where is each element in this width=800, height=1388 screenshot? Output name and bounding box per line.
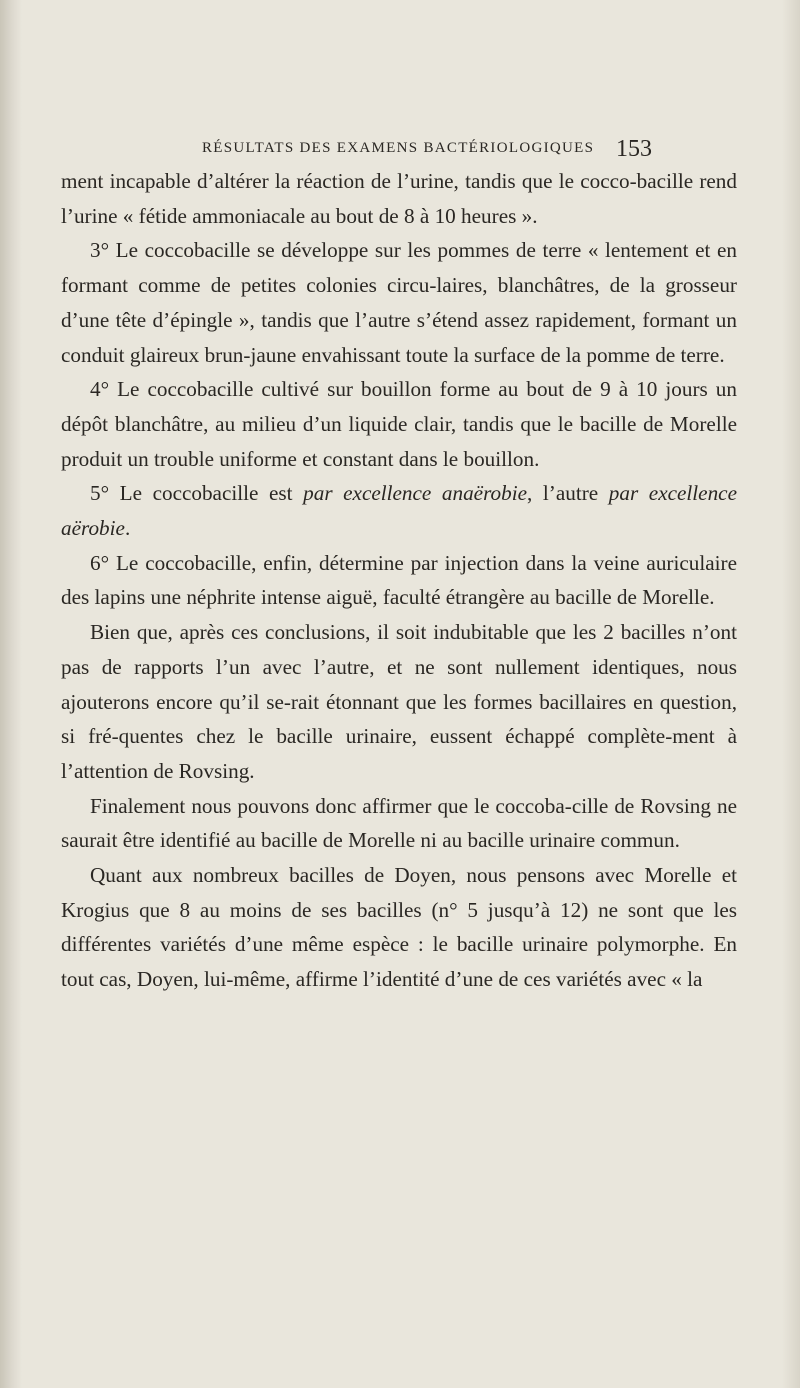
paragraph-point-5 [61, 476, 737, 545]
paragraph-point-4: 4° Le coccobacille cultivé sur bouillon forme au bout de 9 à 10 jours un dépôt blanchâtre, au milieu d’un liquide clair, tandis que le bacille de Morelle produit un trouble uniforme et constant dans le bouillon. [61, 377, 737, 471]
paragraph-point-3: 3° Le coccobacille se développe sur les pommes de terre « lentement et en formant comme de petites colonies circu-laires, blanchâtres, de la grosseur d’une tête d’épingle », tandis que l’autre s’étend assez rapidement, formant un conduit glaireux brun-jaune envahissant toute la surface de la pomme de terre. [61, 238, 737, 367]
emphasis-anaerobie: par excellence anaërobie [303, 481, 528, 506]
paragraph-quant-aux: Quant aux nombreux bacilles de Doyen, nous pensons avec Morelle et Krogius que 8 au moins de ses bacilles (n° 5 jusqu’à 12) ne sont que les différentes variétés d’une même espèce : le bacille urinaire polymorphe. En tout cas, Doyen, lui-même, affirme l’identité d’une de ces variétés avec « la [61, 863, 737, 992]
point-5-lead: 5° Le coccobacille est [90, 481, 304, 506]
page-header [150, 136, 650, 164]
page-edge-left [0, 0, 22, 1388]
running-head: RÉSULTATS DES EXAMENS BACTÉRIOLOGIQUES [202, 140, 595, 156]
paragraph-bien-que: Bien que, après ces conclusions, il soit indubitable que les 2 bacilles n’ont pas de rapports l’un avec l’autre, et ne sont nullement identiques, nous ajouterons encore qu’il se-rait étonnant que les formes bacillaires en question, si fré-quentes chez le bacille urinaire, eussent échappé complète-ment à l’attention de Rovsing. [61, 620, 737, 783]
body-text [61, 164, 737, 997]
page-number: 153 [616, 136, 652, 162]
paragraph-continuation: ment incapable d’altérer la réaction de l’urine, tandis que le cocco-bacille rend l’urine « fétide ammoniacale au bout de 8 à 10 heures ». [61, 169, 737, 228]
emphasis-aerobie: par excellence aërobie [61, 481, 737, 541]
paragraph-finalement: Finalement nous pouvons donc affirmer que le coccoba-cille de Rovsing ne saurait être identifié au bacille de Morelle ni au bacille urinaire commun. [61, 793, 737, 853]
page-edge-right [782, 0, 800, 1388]
point-5-middle: , l’autre [527, 481, 609, 506]
paragraph-point-6: 6° Le coccobacille, enfin, détermine par injection dans la veine auriculaire des lapins une néphrite intense aiguë, faculté étrangère au bacille de Morelle. [61, 550, 737, 610]
point-5-end: . [124, 516, 131, 541]
